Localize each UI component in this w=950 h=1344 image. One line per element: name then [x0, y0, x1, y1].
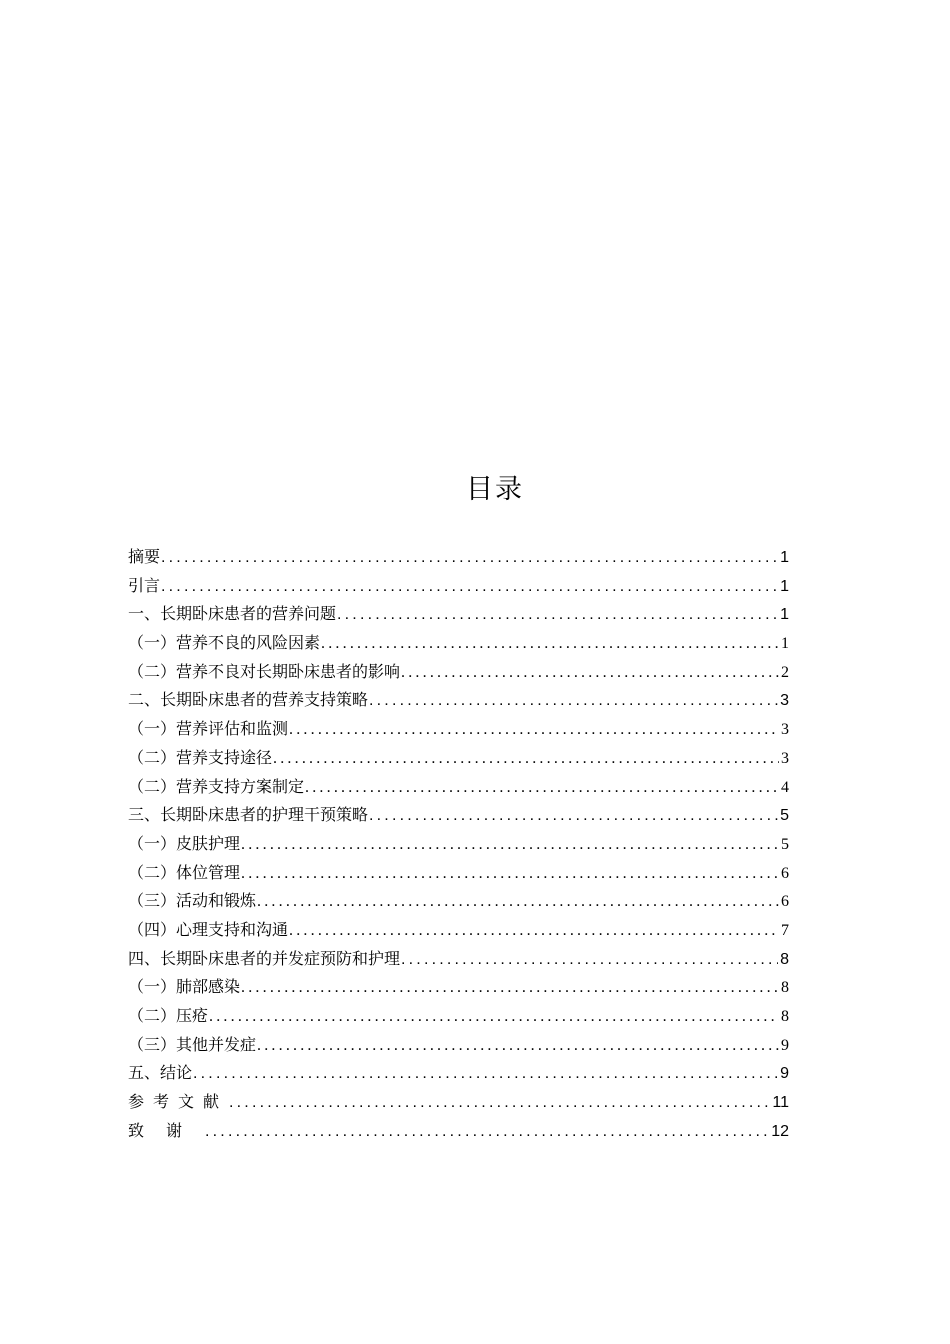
- toc-page-number: 11: [772, 1094, 789, 1112]
- toc-page-number: 8: [781, 979, 789, 997]
- toc-entry-section-1-2[interactable]: [128, 658, 789, 687]
- toc-page-number: 1: [780, 577, 789, 595]
- toc-entry-section-3-2[interactable]: [128, 859, 789, 888]
- toc-entry-label: 引言: [128, 575, 161, 595]
- toc-entry-introduction[interactable]: [128, 572, 789, 601]
- toc-page-number: 12: [771, 1122, 789, 1140]
- toc-entry-label: 摘要: [128, 547, 161, 566]
- toc-entry-section-2-3[interactable]: [128, 773, 789, 802]
- toc-page-number: 2: [781, 663, 789, 681]
- toc-page-number: 1: [781, 635, 789, 653]
- toc-entry-section-4-3[interactable]: [128, 1031, 789, 1060]
- toc-entry-chapter-2[interactable]: [128, 686, 789, 715]
- toc-page-number: 5: [780, 807, 789, 825]
- toc-entry-section-4-2[interactable]: [128, 1002, 789, 1031]
- toc-entry-label: （四）心理支持和沟通: [128, 919, 289, 939]
- toc-leader-dots: [241, 831, 779, 859]
- toc-leader-dots: [305, 774, 779, 802]
- toc-entry-label: （一）皮肤护理: [128, 833, 241, 853]
- toc-entry-label: （三）其他并发症: [128, 1034, 257, 1054]
- toc-page-number: 6: [781, 864, 789, 882]
- toc-page-number: 4: [781, 778, 789, 796]
- toc-entry-acknowledgements[interactable]: [128, 1117, 789, 1146]
- toc-page-number: 3: [780, 692, 789, 710]
- toc-leader-dots: [241, 860, 779, 888]
- toc-title: 目录: [466, 474, 524, 505]
- toc-entry-references[interactable]: [128, 1088, 789, 1117]
- toc-page-number: 5: [781, 835, 789, 853]
- toc-entry-label: （一）营养不良的风险因素: [128, 633, 321, 653]
- toc-leader-dots: [161, 573, 778, 601]
- toc-leader-dots: [401, 946, 778, 974]
- toc-leader-dots: [161, 544, 778, 572]
- toc-leader-dots: [229, 1089, 770, 1117]
- toc-leader-dots: [257, 1032, 779, 1060]
- toc-entry-label: 致谢: [128, 1120, 205, 1140]
- toc-leader-dots: [337, 601, 778, 629]
- toc-entry-label: （二）压疮: [128, 1006, 209, 1025]
- toc-entry-section-2-1[interactable]: [128, 715, 789, 744]
- toc-page-number: 1: [780, 549, 789, 566]
- toc-entry-label: （二）营养支持方案制定: [128, 776, 305, 796]
- toc-page-number: 7: [781, 921, 789, 939]
- toc-page-number: 8: [780, 950, 789, 968]
- toc-entry-section-3-3[interactable]: [128, 887, 789, 916]
- toc-leader-dots: [257, 888, 779, 916]
- toc-entry-label: （二）营养不良对长期卧床患者的影响: [128, 661, 401, 681]
- toc-page-number: 6: [781, 893, 789, 911]
- toc-leader-dots: [193, 1060, 778, 1088]
- toc-page-number: 9: [780, 1065, 789, 1083]
- toc-entry-section-3-1[interactable]: [128, 830, 789, 859]
- toc-entry-section-4-1[interactable]: [128, 973, 789, 1002]
- toc-entry-label: （一）营养评估和监测: [128, 719, 289, 739]
- toc-entry-label: 一、长期卧床患者的营养问题: [128, 604, 337, 624]
- toc-entry-chapter-3[interactable]: [128, 801, 789, 830]
- toc-leader-dots: [205, 1118, 769, 1146]
- toc-leader-dots: [401, 659, 779, 687]
- toc-page-number: 3: [781, 749, 789, 767]
- toc-leader-dots: [321, 630, 779, 658]
- toc-entry-label: 五、结论: [128, 1063, 193, 1083]
- toc-page-number: 8: [781, 1008, 789, 1025]
- toc-entry-section-3-4[interactable]: [128, 916, 789, 945]
- toc-entry-section-2-2[interactable]: [128, 744, 789, 773]
- toc-entry-label: 三、长期卧床患者的护理干预策略: [128, 805, 369, 825]
- toc-entry-conclusion[interactable]: [128, 1059, 789, 1088]
- toc-leader-dots: [209, 1003, 779, 1031]
- toc-entry-chapter-4[interactable]: [128, 945, 789, 974]
- toc-entry-label: 参考文献: [128, 1092, 229, 1112]
- toc-leader-dots: [273, 745, 779, 773]
- table-of-contents: [128, 543, 789, 1145]
- toc-leader-dots: [289, 716, 779, 744]
- toc-entry-label: （二）营养支持途径: [128, 747, 273, 767]
- toc-entry-section-1-1[interactable]: [128, 629, 789, 658]
- toc-page-number: 9: [781, 1036, 789, 1054]
- toc-entry-abstract[interactable]: [128, 543, 789, 572]
- toc-entry-label: （二）体位管理: [128, 862, 241, 882]
- toc-entry-chapter-1[interactable]: [128, 600, 789, 629]
- toc-entry-label: 二、长期卧床患者的营养支持策略: [128, 690, 369, 710]
- toc-leader-dots: [369, 802, 778, 830]
- toc-leader-dots: [241, 974, 779, 1002]
- toc-page-number: 3: [781, 721, 789, 739]
- toc-page-number: 1: [780, 606, 789, 624]
- toc-entry-label: 四、长期卧床患者的并发症预防和护理: [128, 948, 401, 968]
- toc-entry-label: （三）活动和锻炼: [128, 891, 257, 911]
- toc-leader-dots: [289, 917, 779, 945]
- toc-leader-dots: [369, 687, 778, 715]
- toc-entry-label: （一）肺部感染: [128, 977, 241, 997]
